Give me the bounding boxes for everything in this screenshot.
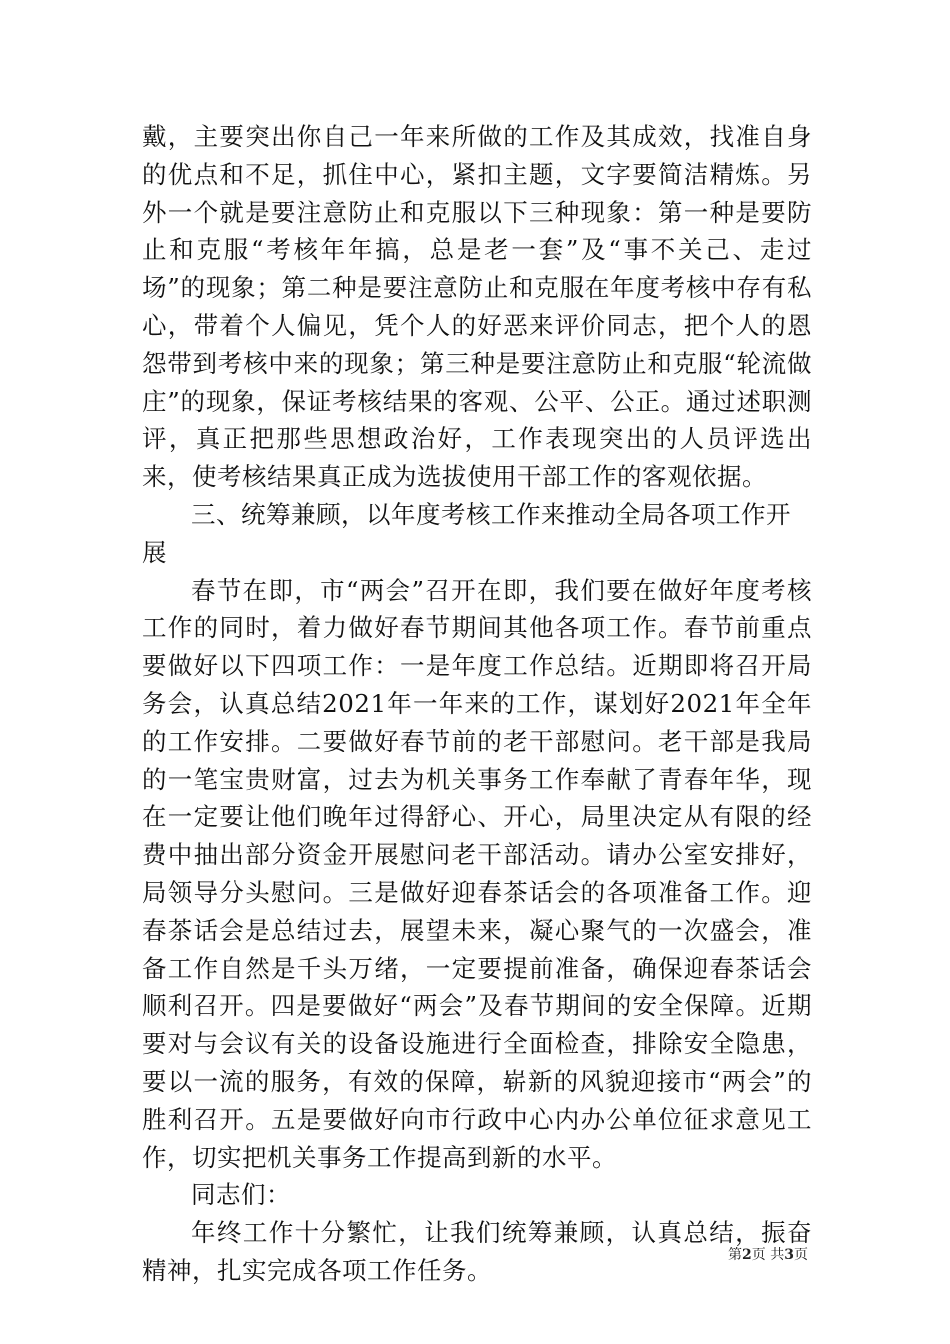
paragraph-continuation: 戴，主要突出你自己一年来所做的工作及其成效，找准自身的优点和不足，抓住中心，紧扣主题，文字要简洁精炼。另外一个就是要注意防止和克服以下三种现象：第一种是要防止和克服“考核年年搞，总是老一套”及“事不关己、走过场”的现象；第二种是要注意防止和克服在年度考核中存有私心，带着个人偏见，凭个人的好恶来评价同志，把个人的恩怨带到考核中来的现象；第三种是要注意防止和克服“轮流做庄”的现象，保证考核结果的客观、公平、公正。通过述职测评，真正把那些思想政治好，工作表现突出的人员评选出来，使考核结果真正成为选拔使用干部工作的客观依据。	[142, 122, 812, 492]
page-number-footer	[728, 1246, 808, 1264]
footer-prefix: 第	[728, 1247, 743, 1263]
paragraph-spring-festival-work: 春节在即，市“两会”召开在即，我们要在做好年度考核工作的同时，着力做好春节期间其他各项工作。春节前重点要做好以下四项工作：一是年度工作总结。近期即将召开局务会，认真总结2021年一年来的工作，谋划好2021年全年的工作安排。二要做好春节前的老干部慰问。老干部是我局的一笔宝贵财富，过去为机关事务工作奉献了青春年华，现在一定要让他们晚年过得舒心、开心，局里决定从有限的经费中抽出部分资金开展慰问老干部活动。请办公室安排好，局领导分头慰问。三是做好迎春茶话会的各项准备工作。迎春茶话会是总结过去，展望未来，凝心聚气的一次盛会，准备工作自然是千头万绪，一定要提前准备，确保迎春茶话会顺利召开。四是要做好“两会”及春节期间的安全保障。近期要对与会议有关的设备设施进行全面检查，排除安全隐患，要以一流的服务，有效的保障，崭新的风貌迎接市“两会”的胜利召开。五是要做好向市行政中心内办公单位征求意见工作，切实把机关事务工作提高到新的水平。	[142, 575, 812, 1172]
current-page-number: 2	[742, 1247, 752, 1263]
total-pages-number: 3	[784, 1247, 794, 1263]
paragraph-salutation: 同志们：	[191, 1180, 291, 1210]
footer-suffix: 页	[794, 1247, 808, 1263]
footer-middle: 页 共	[751, 1247, 785, 1263]
paragraph-closing: 年终工作十分繁忙，让我们统筹兼顾，认真总结，振奋精神，扎实完成各项工作任务。	[142, 1218, 812, 1285]
document-body	[142, 118, 812, 1290]
section-heading: 三、统筹兼顾，以年度考核工作来推动全局各项工作开展	[142, 499, 791, 567]
